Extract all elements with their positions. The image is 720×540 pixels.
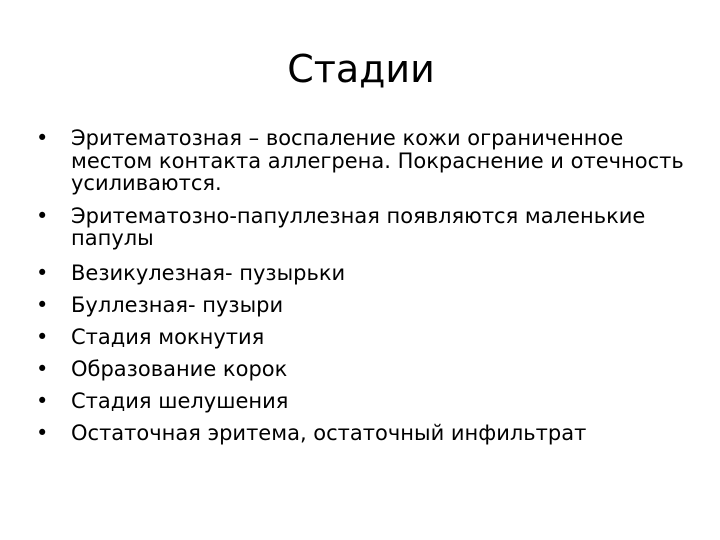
bullet-dot-icon: • [36,292,49,317]
bullet-text: Стадия мокнутия [71,324,265,349]
slide-title: Стадии [287,47,435,91]
bullet-item [36,388,686,414]
bullet-dot-icon: • [36,324,49,349]
bullet-text: Эритематозная – воспаление кожи ограниченное местом контакта аллегрена. Покраснение и отечность усиливаются. [71,126,684,195]
bullet-text: Образование корок [71,356,288,381]
bullet-item [36,324,686,350]
bullet-dot-icon: • [36,388,49,413]
bullet-item [36,127,686,195]
bullet-text: Стадия шелушения [71,388,289,413]
bullet-item [36,356,686,382]
bullet-dot-icon: • [36,260,49,285]
bullet-item [36,420,686,446]
bullet-dot-icon: • [36,126,49,150]
bullet-dot-icon: • [36,356,49,381]
bullet-text: Эритематозно-папуллезная появляются маленькие папулы [71,203,646,250]
bullet-item [36,205,686,250]
bullet-text: Остаточная эритема, остаточный инфильтрат [71,420,587,445]
bullet-item [36,260,686,286]
bullet-text: Везикулезная- пузырьки [71,260,346,285]
bullet-text: Буллезная- пузыри [71,292,284,317]
bullet-dot-icon: • [36,420,49,445]
bullet-dot-icon: • [36,203,49,228]
bullet-item [36,292,686,318]
bullet-list [36,127,686,452]
